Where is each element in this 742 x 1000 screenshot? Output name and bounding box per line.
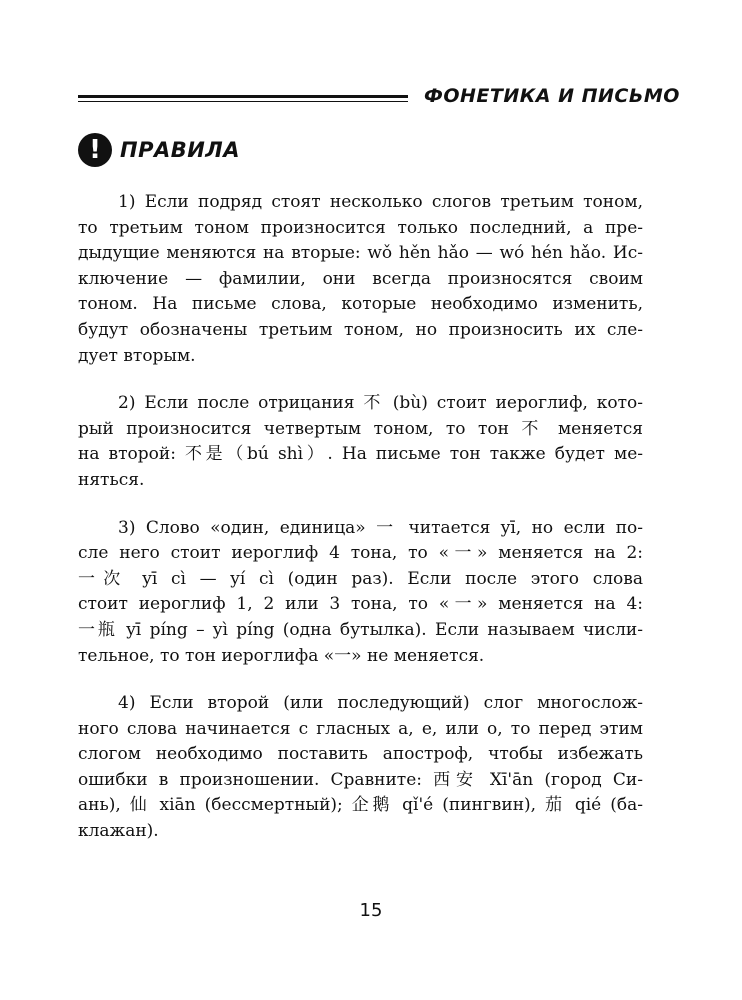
paragraph-line: сле него стоит иероглиф 4 тона, то «一» меняется на 2: [78,543,643,564]
paragraph-line: дует вторым. [78,345,196,366]
rule-paragraph-3 [78,516,643,670]
page-number: 15 [359,900,383,921]
paragraph-line: няться. [78,469,145,490]
paragraph-line: то третьим тоном произносится только последний, а пре- [78,217,643,238]
paragraph-line: дыдущие меняются на вторые: wǒ hěn hǎo — wó hén hǎo. Ис- [78,243,643,264]
paragraph-line: клажан). [78,821,159,842]
paragraph-line: ключение — фамилии, они всегда произносятся своим [78,268,643,289]
rules-title: ПРАВИЛА [120,138,240,162]
paragraph-line: ошибки в произношении. Сравните: 西安 Xī'ān (город Си- [78,769,643,790]
paragraph-line: ань), 仙 xiān (бессмертный); 企鹅 qǐ'é (пингвин), 茄 qié (ба- [78,795,643,816]
paragraph-line: стоит иероглиф 1, 2 или 3 тона, то «一» меняется на 4: [78,594,643,615]
paragraph-line: 1) Если подряд стоят несколько слогов третьим тоном, [118,192,643,212]
rule-paragraph-2 [78,391,643,493]
section-title: ФОНЕТИКА И ПИСЬМО [424,85,680,107]
rules-body [78,190,643,867]
rule-paragraph-1 [78,190,643,369]
paragraph-line: тельное, то тон иероглифа «一» не меняется. [78,645,485,666]
rule-paragraph-4 [78,691,643,845]
exclamation-icon: ! [78,133,112,167]
paragraph-line: 一次 yī cì — yí cì (один раз). Если после этого слова [78,568,643,589]
paragraph-line: 4) Если второй (или последующий) слог многослож- [118,693,643,714]
paragraph-line: на второй: 不是（bú shì）. На письме тон также будет ме- [78,444,643,465]
paragraph-line: ного слова начинается с гласных a, e, или o, то перед этим [78,718,643,739]
paragraph-line: тоном. На письме слова, которые необходимо изменить, [78,294,643,315]
paragraph-line: 一瓶 yī píng – yì píng (одна бутылка). Если называем числи- [78,619,643,640]
paragraph-line: 3) Слово «один, единица» 一 читается yī, но если по- [118,517,643,538]
paragraph-line: слогом необходимо поставить апостроф, чтобы избежать [78,744,643,765]
paragraph-line: рый произносится четвертым тоном, то тон 不 меняется [78,418,643,439]
paragraph-line: будут обозначены третьим тоном, но произносить их сле- [78,319,643,340]
paragraph-line: 2) Если после отрицания 不 (bù) стоит иероглиф, кото- [118,393,643,414]
header-rule [78,95,408,102]
rules-heading [78,130,240,170]
